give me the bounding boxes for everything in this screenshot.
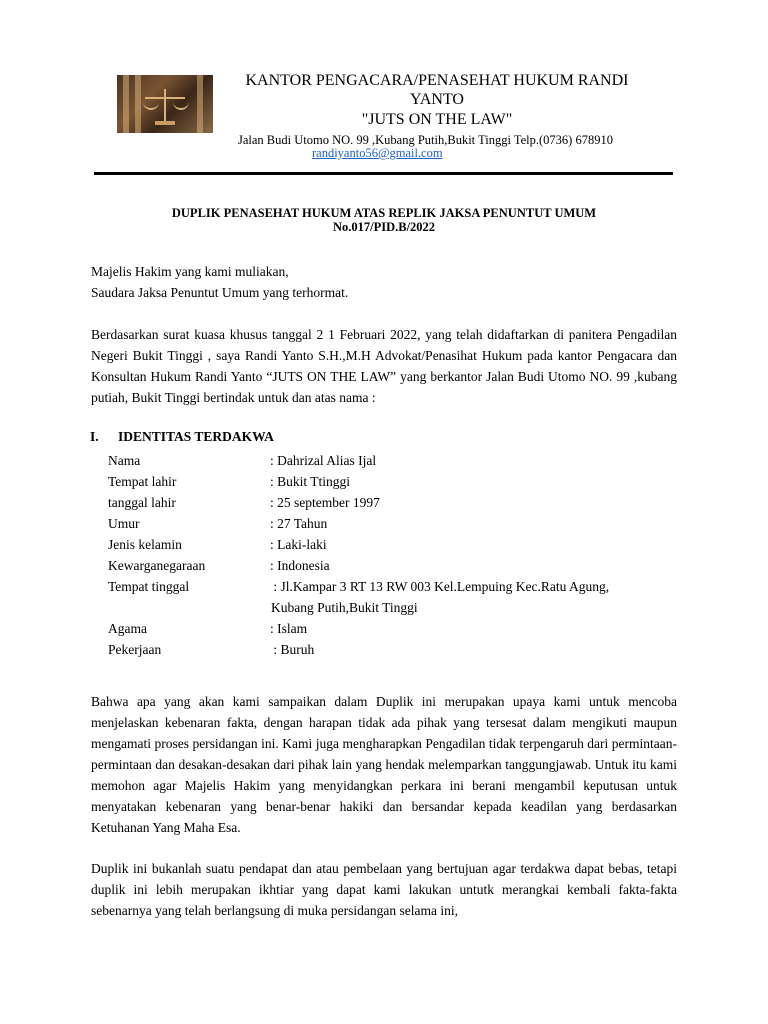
logo-column xyxy=(197,75,203,133)
firm-address: Jalan Budi Utomo NO. 99 ,Kubang Putih,Bukit Tinggi Telp.(0736) 678910 xyxy=(238,133,613,147)
identity-row xyxy=(108,492,380,513)
identity-value: : Islam xyxy=(270,621,308,636)
identity-value: : Bukit Ttinggi xyxy=(270,474,351,489)
scales-of-justice-icon xyxy=(164,89,166,123)
scale-base xyxy=(155,121,175,125)
section-number: I. xyxy=(90,429,99,444)
identity-value: : Buruh xyxy=(270,642,315,657)
scale-beam xyxy=(145,97,185,99)
scale-pan-right xyxy=(173,101,189,110)
salutation-judges: Majelis Hakim yang kami muliakan, xyxy=(91,264,289,279)
identity-row xyxy=(108,534,327,555)
intro-paragraph: Berdasarkan surat kuasa khusus tanggal 2 1 Februari 2022, yang telah didaftarkan di panitera Pengadilan Negeri Bukit Tinggi , saya Randi Yanto S.H.,M.H Advokat/Penasihat Hukum pada kantor Pengacara dan Konsultan Hukum Randi Yanto “JUTS ON THE LAW” yang berkantor Jalan Budi Utomo NO. 99 ,kubang putiah, Bukit Tinggi bertindak untuk dan atas nama : xyxy=(91,327,677,405)
identity-row xyxy=(108,555,330,576)
case-number: No.017/PID.B/2022 xyxy=(332,220,436,234)
body-paragraph: Duplik ini bukanlah suatu pendapat dan atau pembelaan yang bertujuan agar terdakwa dapat bebas, tetapi duplik ini lebih merupakan ikhtiar yang dapat kami lakukan untutk merangkai kembali fakta-fakta sebenarnya yang telah berlangsung di muka persidangan selama ini, xyxy=(91,861,677,918)
identity-row xyxy=(108,450,376,471)
letterhead-divider xyxy=(94,172,673,175)
identity-label: Jenis kelamin xyxy=(108,537,182,552)
identity-value: : 25 september 1997 xyxy=(270,495,380,510)
identity-label: Umur xyxy=(108,516,140,531)
document-title-line1: DUPLIK PENASEHAT HUKUM ATAS REPLIK JAKSA PENUNTUT UMUM xyxy=(171,206,597,220)
identity-value: : Jl.Kampar 3 RT 13 RW 003 Kel.Lempuing Kec.Ratu Agung, xyxy=(270,579,610,594)
identity-label: Nama xyxy=(108,453,141,468)
firm-name-line2: YANTO xyxy=(410,91,464,108)
firm-tagline: "JUTS ON THE LAW" xyxy=(361,111,513,128)
address-continuation: Kubang Putih,Bukit Tinggi xyxy=(271,600,418,615)
firm-name-line1: KANTOR PENGACARA/PENASEHAT HUKUM RANDI xyxy=(245,72,629,89)
identity-value: : 27 Tahun xyxy=(270,516,328,531)
identity-value: : Indonesia xyxy=(270,558,330,573)
identity-value: : Laki-laki xyxy=(270,537,327,552)
identity-label: Pekerjaan xyxy=(108,642,162,657)
identity-label: Kewarganegaraan xyxy=(108,558,206,573)
identity-row xyxy=(108,513,327,534)
identity-label: Tempat tinggal xyxy=(108,579,190,594)
logo-column xyxy=(123,75,129,133)
scale-pan-left xyxy=(143,101,159,110)
logo-column xyxy=(135,75,141,133)
identity-row xyxy=(108,576,609,597)
document-title xyxy=(90,206,678,234)
firm-email-link[interactable]: randiyanto56@gmail.com xyxy=(312,146,443,160)
section-title: IDENTITAS TERDAKWA xyxy=(118,429,274,444)
identity-value: : Dahrizal Alias Ijal xyxy=(270,453,377,468)
law-firm-logo xyxy=(117,75,213,133)
firm-name xyxy=(214,71,660,109)
identity-label: Agama xyxy=(108,621,147,636)
identity-label: Tempat lahir xyxy=(108,474,177,489)
body-paragraph: Bahwa apa yang akan kami sampaikan dalam Duplik ini merupakan upaya kami untuk mencoba menjelaskan kebenaran fakta, dengan harapan tidak ada pihak yang tersesat dalam mengikuti maupun mengamati proses persidangan ini. Kami juga mengharapkan Pengadilan tidak terpengaruh dari permintaan-permintaan dan desakan-desakan dari pihak lain yang hendak melemparkan tanggungjawab. Untuk itu kami memohon agar Majelis Hakim yang menyidangkan perkara ini berani mengambil keputusan untuk menyatakan kebenaran yang benar-benar hakiki dan bersandar kepada keadilan yang berdasarkan Ketuhanan Yang Maha Esa. xyxy=(91,694,677,835)
identity-row xyxy=(108,471,350,492)
salutation-prosecutor: Saudara Jaksa Penuntut Umum yang terhormat. xyxy=(91,285,349,300)
identity-label: tanggal lahir xyxy=(108,495,176,510)
section-heading xyxy=(90,429,274,445)
identity-row xyxy=(108,639,314,660)
identity-row xyxy=(108,618,307,639)
